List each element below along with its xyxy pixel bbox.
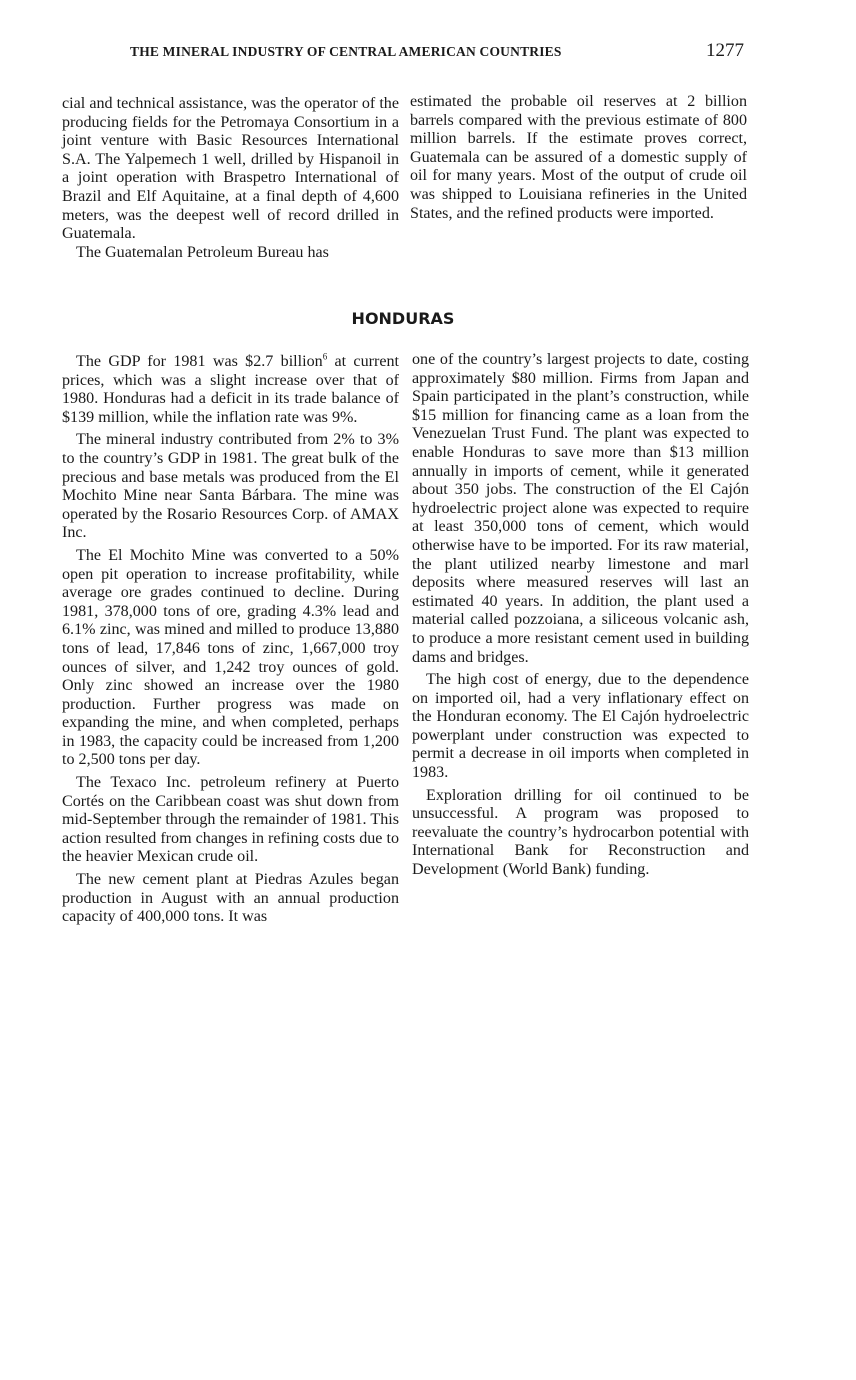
running-title: THE MINERAL INDUSTRY OF CENTRAL AMERICAN COUNTRIES (130, 44, 562, 59)
footnote-marker: 6 (322, 351, 328, 362)
paragraph: The high cost of energy, due to the dependence on imported oil, had a very inflationary effect on the Honduran economy. The El Cajón hydroelectric powerplant under construction was expected to permit a decrease in oil imports when completed in 1983. (412, 671, 749, 782)
paragraph: The Guatemalan Petroleum Bureau has (76, 243, 329, 261)
top-left-column (62, 95, 399, 262)
page-number: 1277 (706, 40, 744, 61)
honduras-left-column (62, 353, 399, 927)
paragraph: The Texaco Inc. petroleum refinery at Puerto Cortés on the Caribbean coast was shut down from mid-September through the remainder of 1981. This action resulted from changes in refining costs due to the heavier Mexican crude oil. (62, 774, 399, 866)
paragraph: cial and technical assistance, was the operator of the producing fields for the Petromaya Consortium in a joint venture with Basic Resources International S.A. The Yalpemech 1 well, drilled by Hispanoil in a joint operation with Braspetro International of Brazil and Elf Aquitaine, at a final depth of 4,600 meters, was the deepest well of record drilled in Guatemala. (62, 95, 399, 243)
paragraph-gdp (62, 353, 399, 427)
paragraph-text: The GDP for 1981 was $2.7 billion (76, 353, 323, 370)
paragraph: one of the country’s largest projects to date, costing approximately $80 million. Firms from Japan and Spain participated in the plant’s construction, while $15 million for financing came as a loan from the Venezuelan Trust Fund. The plant was expected to enable Honduras to save more than $13 million annually in imports of cement, while it generated about 350 jobs. The construction of the El Cajón hydroelectric project alone was expected to require at least 350,000 tons of cement, which would otherwise have to be imported. For its raw material, the plant utilized nearby limestone and marl deposits where measured reserves will last an estimated 40 years. In addition, the plant used a material called pozzoiana, a siliceous volcanic ash, to produce a more resistant cement used in building dams and bridges. (412, 351, 749, 666)
paragraph: Exploration drilling for oil continued to be unsuccessful. A program was proposed to reevaluate the country’s hydrocarbon potential with International Bank for Reconstruction and Development (World Bank) funding. (412, 786, 749, 879)
paragraph-text: at current prices, which was a slight increase over that of 1980. Honduras had a deficit in its trade balance of $139 million, while the inflation rate was 9%. (62, 353, 400, 426)
honduras-right-column (412, 351, 749, 880)
paragraph: The mineral industry contributed from 2% to 3% to the country’s GDP in 1981. The great bulk of the precious and base metals was produced from the El Mochito Mine near Santa Bárbara. The mine was operated by the Rosario Resources Corp. of AMAX Inc. (62, 431, 399, 542)
paragraph: The El Mochito Mine was converted to a 50% open pit operation to increase profitability, while average ore grades continued to decline. During 1981, 378,000 tons of ore, grading 4.3% lead and 6.1% zinc, was mined and milled to produce 13,880 tons of lead, 17,846 tons of zinc, 1,667,000 troy ounces of silver, and 1,242 troy ounces of gold. Only zinc showed an increase over the 1980 production. Further progress was made on expanding the mine, and when completed, perhaps in 1983, the capacity could be increased from 1,200 to 2,500 tons per day. (62, 546, 399, 769)
paragraph: The new cement plant at Piedras Azules began production in August with an annual production capacity of 400,000 tons. It was (62, 871, 399, 926)
section-heading-honduras: HONDURAS (351, 309, 455, 328)
paragraph: estimated the probable oil reserves at 2 billion barrels compared with the previous estimate of 800 million barrels. If the estimate proves correct, Guatemala can be assured of a domestic supply of oil for many years. Most of the output of crude oil was shipped to Louisiana refineries in the United States, and the refined products were imported. (410, 93, 747, 222)
top-right-column (410, 93, 747, 223)
